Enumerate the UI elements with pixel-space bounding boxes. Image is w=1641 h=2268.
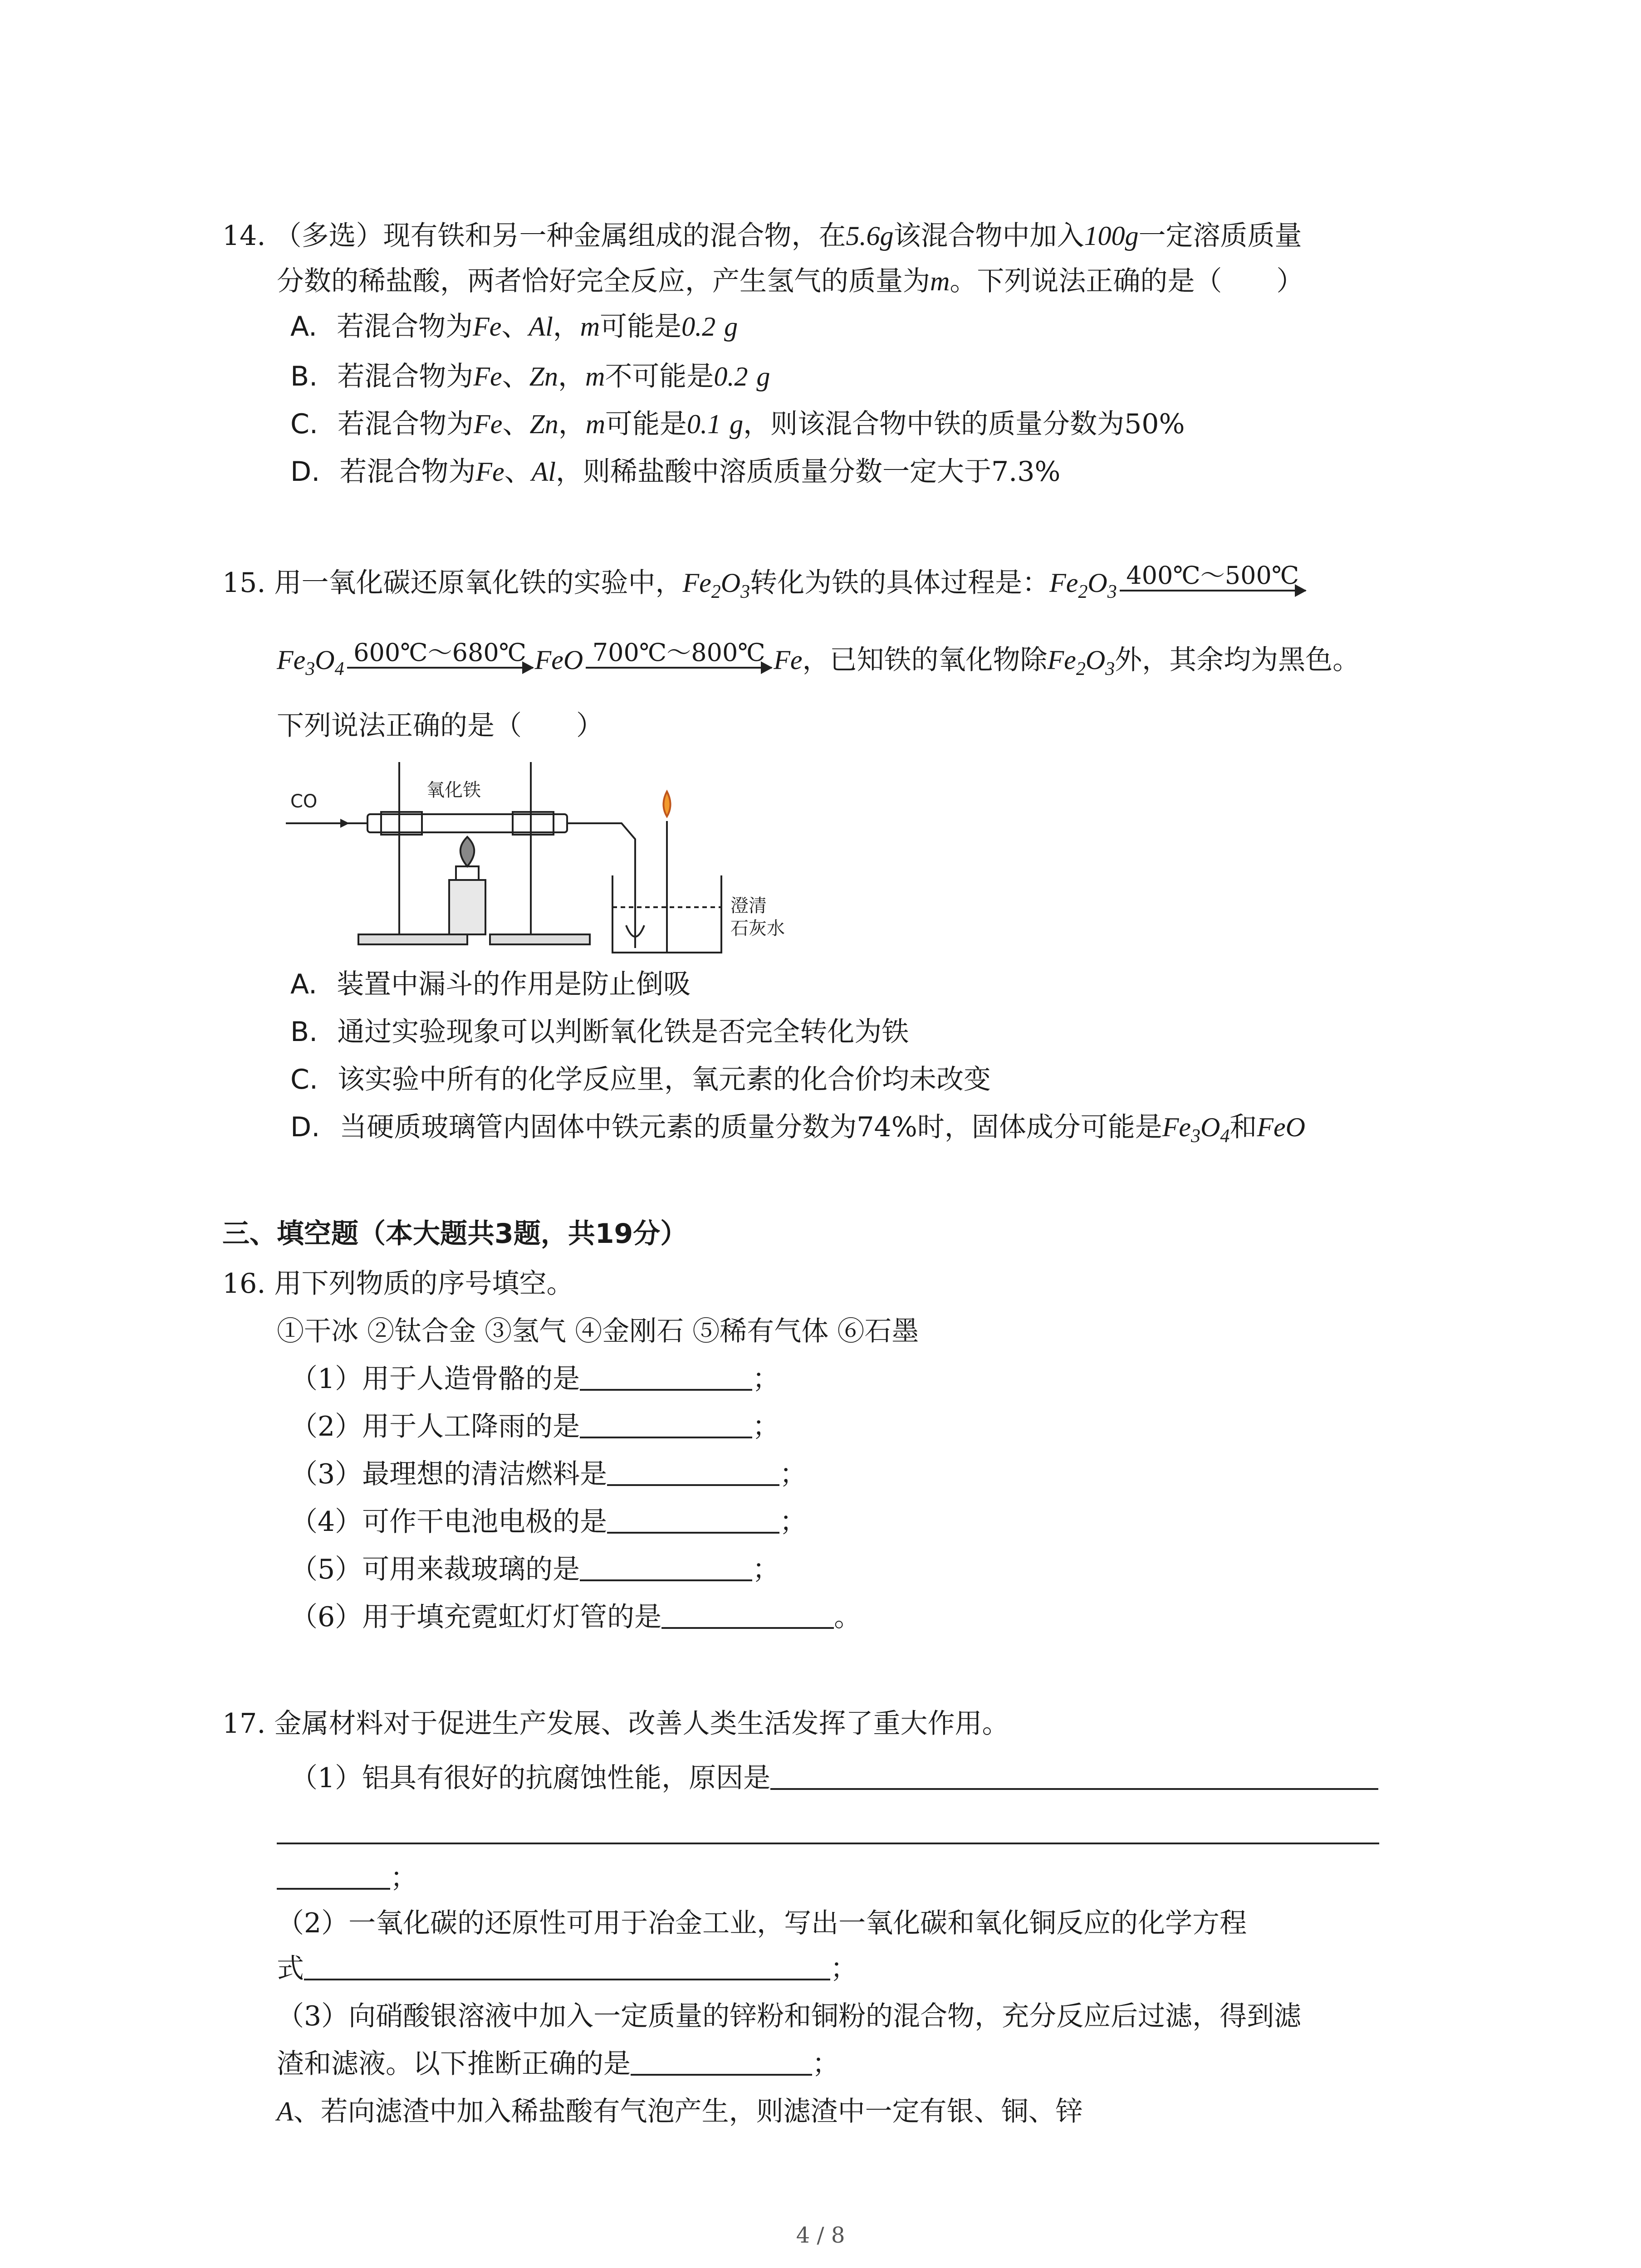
- answer-blank[interactable]: [661, 1600, 834, 1629]
- co-label: CO: [290, 791, 318, 812]
- reaction-arrow-1: 400℃～500℃: [1117, 562, 1308, 591]
- formula-fe2o3: $Fe_2O_3$: [1047, 645, 1115, 679]
- limewater-label-2: 石灰水: [730, 918, 785, 939]
- q17-part2-cont: 式 ；: [277, 1950, 857, 1987]
- q14-option-c[interactable]: C. 若混合物为Fe、Zn，m可能是0.1 g，则该混合物中铁的质量分数为50%: [290, 408, 1185, 440]
- q15-line3: 下列说法正确的是（ ）: [277, 710, 603, 742]
- q17-part1: （1）铝具有很好的抗腐蚀性能，原因是: [290, 1760, 1378, 1796]
- answer-blank[interactable]: [580, 1362, 752, 1391]
- outlet-tube: [567, 823, 635, 948]
- q15-option-c[interactable]: C. 该实验中所有的化学反应里，氧元素的化合价均未改变: [290, 1064, 991, 1095]
- q16-item-6: （6）用于填充霓虹灯灯管的是 。: [290, 1599, 861, 1635]
- formula-fe2o3: $Fe_2O_3$: [682, 568, 750, 602]
- spirit-lamp: [449, 880, 485, 934]
- q14-option-a[interactable]: A. 若混合物为Fe、Al，m可能是0.2 g: [290, 311, 738, 342]
- q17-number: 17.: [222, 1708, 266, 1740]
- limewater-label-1: 澄清: [730, 895, 767, 916]
- answer-blank[interactable]: [607, 1457, 779, 1486]
- answer-blank[interactable]: [580, 1552, 752, 1581]
- q14-number: 14.: [222, 220, 266, 252]
- glass-tube: [367, 814, 567, 832]
- q15-line1: 15. 用一氧化碳还原氧化铁的实验中，$Fe_2O_3$转化为铁的具体过程是：$Fe_2O_3$ 400℃～500℃: [222, 562, 1308, 601]
- q16-stem: 16. 用下列物质的序号填空。: [222, 1268, 574, 1300]
- q17-option-a[interactable]: A、若向滤渣中加入稀盐酸有气泡产生，则滤渣中一定有银、铜、锌: [277, 2096, 1083, 2127]
- page-number: 4 / 8: [796, 2223, 845, 2248]
- q15-option-d[interactable]: D. 当硬质玻璃管内固体中铁元素的质量分数为74%时，固体成分可能是$Fe_3O_4$和FeO: [290, 1111, 1305, 1147]
- lamp-neck: [456, 866, 479, 880]
- q17-part2: （2）一氧化碳的还原性可用于冶金工业，写出一氧化碳和氧化铜反应的化学方程: [277, 1907, 1247, 1939]
- q15-option-b[interactable]: B. 通过实验现象可以判断氧化铁是否完全转化为铁: [290, 1016, 909, 1048]
- stand-base-right: [490, 934, 590, 944]
- q14-option-b[interactable]: B. 若混合物为Fe、Zn，m不可能是0.2 g: [290, 361, 770, 392]
- q14-line1: 14. （多选）现有铁和另一种金属组成的混合物，在5.6g该混合物中加入100g一定溶质质量: [222, 220, 1302, 252]
- answer-blank[interactable]: [631, 2047, 812, 2076]
- q14-option-d[interactable]: D. 若混合物为Fe、Al，则稀盐酸中溶质质量分数一定大于7.3%: [290, 456, 1061, 488]
- q17-stem: 17. 金属材料对于促进生产发展、改善人类生活发挥了重大作用。: [222, 1708, 1009, 1740]
- q16-item-1: （1）用于人造骨骼的是 ；: [290, 1361, 779, 1397]
- reaction-arrow-2: 600℃～680℃: [344, 640, 535, 669]
- q17-part1-cont: [277, 1814, 1379, 1851]
- formula-fe2o3: $Fe_2O_3$: [1049, 568, 1117, 602]
- iron-oxide-label: 氧化铁: [426, 780, 481, 801]
- q15-number: 15.: [222, 567, 266, 599]
- clamp-right: [513, 812, 554, 835]
- q16-item-4: （4）可作干电池电极的是 ；: [290, 1504, 807, 1540]
- q17-part1-end: ；: [277, 1860, 417, 1896]
- q17-part3: （3）向硝酸银溶液中加入一定质量的锌粉和铜粉的混合物，充分反应后过滤，得到滤: [277, 2000, 1302, 2032]
- q16-number: 16.: [222, 1268, 266, 1300]
- answer-blank[interactable]: [607, 1505, 779, 1534]
- answer-blank[interactable]: [277, 1861, 390, 1890]
- lamp-flame: [460, 837, 474, 866]
- formula-fe3o4: $Fe_3O_4$: [277, 645, 344, 679]
- q17-part3-cont: 渣和滤液。以下推断正确的是 ；: [277, 2046, 839, 2082]
- q16-item-2: （2）用于人工降雨的是 ；: [290, 1408, 779, 1445]
- reaction-arrow-3: 700℃～800℃: [583, 640, 774, 669]
- section-title: 三、填空题（本大题共3题，共19分）: [222, 1218, 688, 1250]
- clamp-left: [381, 812, 422, 835]
- q16-choices: ①干冰 ②钛合金 ③氢气 ④金刚石 ⑤稀有气体 ⑥石墨: [277, 1315, 919, 1347]
- stand-base-left: [358, 934, 467, 944]
- q14-line2: 分数的稀盐酸，两者恰好完全反应，产生氢气的质量为m。下列说法正确的是（ ）: [277, 265, 1304, 297]
- experiment-apparatus-figure: [277, 753, 798, 971]
- answer-blank[interactable]: [277, 1815, 1379, 1844]
- exhaust-flame: [663, 792, 670, 816]
- inflow-arrow-icon: [340, 819, 349, 828]
- q15-option-a[interactable]: A. 装置中漏斗的作用是防止倒吸: [290, 968, 691, 1000]
- answer-blank[interactable]: [770, 1761, 1378, 1790]
- q16-item-3: （3）最理想的清洁燃料是 ；: [290, 1456, 807, 1492]
- answer-blank[interactable]: [304, 1951, 830, 1980]
- q15-line2: $Fe_3O_4$ 600℃～680℃ FeO 700℃～800℃ Fe，已知铁的氧化物除$Fe_2O_3$外，其余均为黑色。: [277, 638, 1360, 679]
- answer-blank[interactable]: [580, 1409, 752, 1438]
- q16-item-5: （5）可用来裁玻璃的是 ；: [290, 1551, 779, 1588]
- formula-fe3o4: $Fe_3O_4$: [1162, 1112, 1230, 1147]
